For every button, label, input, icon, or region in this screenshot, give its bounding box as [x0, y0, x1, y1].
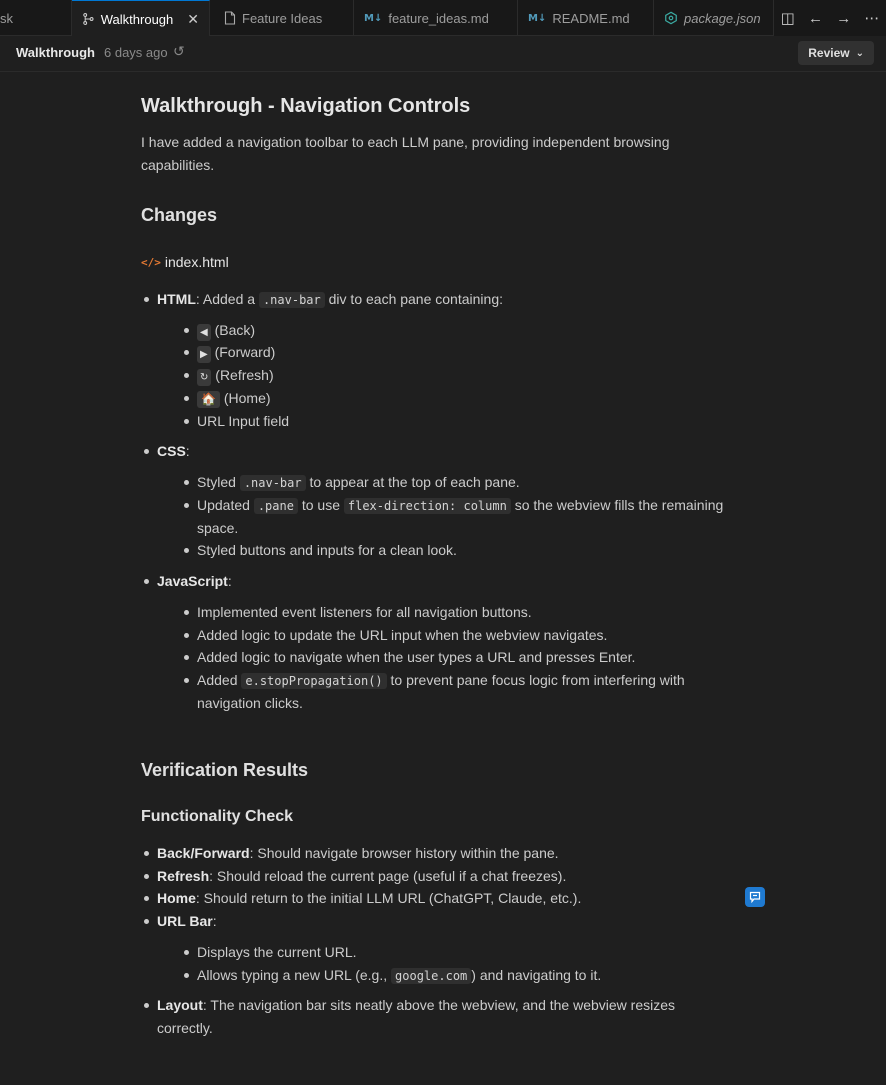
- list-item-url-1: [197, 941, 357, 963]
- text: (Back): [210, 322, 256, 338]
- text: : Should return to the initial LLM URL (ChatGPT, Claude, etc.).: [195, 890, 582, 906]
- arrow-left-icon[interactable]: ←: [807, 9, 823, 27]
- list-item-css-2-cont: [197, 517, 238, 539]
- bullet: [144, 1003, 149, 1008]
- text: :: [227, 573, 232, 589]
- list-item-js-4-cont: [197, 692, 303, 714]
- file-name: index.html: [164, 254, 229, 270]
- list-item-back: [197, 319, 255, 341]
- bullet: [184, 610, 189, 615]
- tab-label: package.json: [684, 10, 761, 26]
- text: (Home): [219, 390, 271, 406]
- list-item-url-2: [197, 964, 601, 987]
- bold-label: URL Bar: [157, 913, 213, 929]
- text: Implemented event listeners for all navigation buttons.: [197, 604, 532, 620]
- text: :: [212, 913, 217, 929]
- list-item-css-1: [197, 471, 520, 494]
- text: Updated: [197, 497, 254, 513]
- artifact-timestamp: 6 days ago: [104, 45, 168, 60]
- list-item-javascript: [157, 570, 232, 592]
- tab-readme-md[interactable]: [518, 0, 654, 36]
- text: (Forward): [210, 344, 276, 360]
- markdown-icon: M↓: [528, 12, 547, 24]
- list-item-css: [157, 440, 190, 462]
- inline-code: google.com: [391, 968, 471, 984]
- list-item-home-check: [157, 887, 581, 909]
- back-key-icon: ◀: [197, 324, 211, 341]
- text: to prevent pane focus logic from interfering with: [386, 672, 685, 688]
- tab-walkthrough[interactable]: [72, 0, 210, 37]
- bullet: [184, 373, 189, 378]
- history-icon[interactable]: ↺: [173, 43, 185, 59]
- chevron-down-icon: ⌄: [855, 47, 864, 59]
- list-item-js-4: [197, 669, 685, 692]
- bullet: [144, 449, 149, 454]
- list-item-layout: [157, 994, 675, 1016]
- tab-task[interactable]: [0, 0, 72, 36]
- review-button[interactable]: [798, 41, 874, 65]
- changes-heading: Changes: [141, 205, 218, 225]
- text: : Should navigate browser history within the pane.: [249, 845, 559, 861]
- git-compare-icon: [82, 12, 95, 26]
- text: Styled buttons and inputs for a clean look.: [197, 542, 457, 558]
- artifact-header: [0, 36, 886, 72]
- bullet: [184, 973, 189, 978]
- bullet: [184, 503, 189, 508]
- bullet: [184, 328, 189, 333]
- bullet: [184, 480, 189, 485]
- comment-icon: [749, 891, 761, 903]
- bullet: [144, 919, 149, 924]
- tab-label: README.md: [552, 10, 630, 26]
- bold-label: HTML: [157, 291, 196, 307]
- list-item-js-1: [197, 601, 532, 623]
- text: (Refresh): [211, 367, 274, 383]
- bullet: [184, 950, 189, 955]
- file-icon: [224, 11, 236, 25]
- inline-code: .pane: [254, 498, 298, 514]
- tab-label: sk: [0, 10, 13, 26]
- text: correctly.: [157, 1020, 213, 1036]
- text: : Added a: [195, 291, 259, 307]
- list-item-css-3: [197, 539, 457, 561]
- inline-code: .nav-bar: [259, 292, 325, 308]
- text: Added logic to update the URL input when the webview navigates.: [197, 627, 608, 643]
- list-item-js-2: [197, 624, 607, 646]
- text: Styled: [197, 474, 240, 490]
- bullet: [184, 350, 189, 355]
- text: Allows typing a new URL (e.g.,: [197, 967, 392, 983]
- text: Added: [197, 672, 242, 688]
- text: URL Input field: [197, 413, 290, 429]
- editor-actions: [774, 0, 886, 36]
- text: so the webview fills the remaining: [510, 497, 724, 513]
- list-item-url-bar: [157, 910, 217, 932]
- bold-label: Refresh: [157, 868, 210, 884]
- list-item-css-2: [197, 494, 723, 517]
- bullet: [184, 655, 189, 660]
- bullet: [144, 896, 149, 901]
- markdown-icon: M↓: [364, 12, 383, 24]
- bold-label: Back/Forward: [157, 845, 250, 861]
- text: to use: [297, 497, 344, 513]
- page-title: Walkthrough - Navigation Controls: [141, 95, 471, 117]
- text: : Should reload the current page (useful if a chat freezes).: [209, 868, 567, 884]
- tab-label: Feature Ideas: [242, 10, 323, 26]
- bullet: [184, 396, 189, 401]
- text: div to each pane containing:: [324, 291, 503, 307]
- text: : The navigation bar sits neatly above the webview, and the webview resizes: [202, 997, 676, 1013]
- bold-label: CSS: [157, 443, 186, 459]
- list-item-html: [157, 288, 503, 311]
- bold-label: JavaScript: [157, 573, 228, 589]
- list-item-home: [197, 387, 271, 409]
- tab-package-json[interactable]: [654, 0, 774, 36]
- intro-paragraph: I have added a navigation toolbar to each LLM pane, providing independent browsing capabilities.: [141, 134, 670, 173]
- home-key-icon: 🏠: [197, 391, 220, 408]
- bullet: [184, 419, 189, 424]
- bullet: [184, 633, 189, 638]
- text: ) and navigating to it.: [471, 967, 602, 983]
- bold-label: Home: [157, 890, 196, 906]
- json-icon: [664, 11, 678, 25]
- file-link-index-html[interactable]: [141, 254, 229, 270]
- inline-code: .nav-bar: [240, 475, 306, 491]
- more-actions-icon[interactable]: ⋯: [864, 10, 880, 27]
- editor-tab-bar: [0, 0, 886, 36]
- text: Displays the current URL.: [197, 944, 357, 960]
- text: Added logic to navigate when the user types a URL and presses Enter.: [197, 649, 636, 665]
- bold-label: Layout: [157, 997, 203, 1013]
- bullet: [144, 851, 149, 856]
- split-editor-icon[interactable]: ◫: [780, 10, 795, 27]
- list-item-back-forward: [157, 842, 559, 864]
- bullet: [144, 297, 149, 302]
- tab-label: feature_ideas.md: [388, 10, 489, 26]
- arrow-right-icon[interactable]: →: [836, 9, 852, 27]
- inline-code: flex-direction: column: [344, 498, 511, 514]
- forward-key-icon: ▶: [197, 346, 211, 363]
- text: space.: [197, 520, 239, 536]
- bullet: [184, 678, 189, 683]
- list-item-forward: [197, 341, 275, 363]
- bullet: [144, 874, 149, 879]
- inline-code: e.stopPropagation(): [241, 673, 386, 689]
- add-comment-button[interactable]: [745, 887, 765, 907]
- close-tab-icon[interactable]: ✕: [187, 10, 199, 27]
- tab-feature-ideas[interactable]: [210, 0, 354, 36]
- list-item-url-input: [197, 410, 289, 432]
- list-item-layout-cont: [157, 1017, 213, 1039]
- text: navigation clicks.: [197, 695, 303, 711]
- bullet: [144, 579, 149, 584]
- functionality-heading: Functionality Check: [141, 808, 294, 825]
- text: :: [185, 443, 190, 459]
- list-item-refresh: [197, 364, 274, 386]
- bullet: [184, 548, 189, 553]
- list-item-js-3: [197, 646, 635, 668]
- list-item-refresh-check: [157, 865, 566, 887]
- tab-feature-ideas-md[interactable]: [354, 0, 518, 36]
- verification-heading: Verification Results: [141, 760, 309, 780]
- review-label: Review: [808, 46, 850, 60]
- code-icon: </>: [141, 255, 161, 269]
- text: to appear at the top of each pane.: [305, 474, 520, 490]
- tab-label: Walkthrough: [100, 11, 174, 27]
- refresh-key-icon: ↻: [197, 369, 211, 386]
- artifact-title: Walkthrough: [16, 45, 95, 60]
